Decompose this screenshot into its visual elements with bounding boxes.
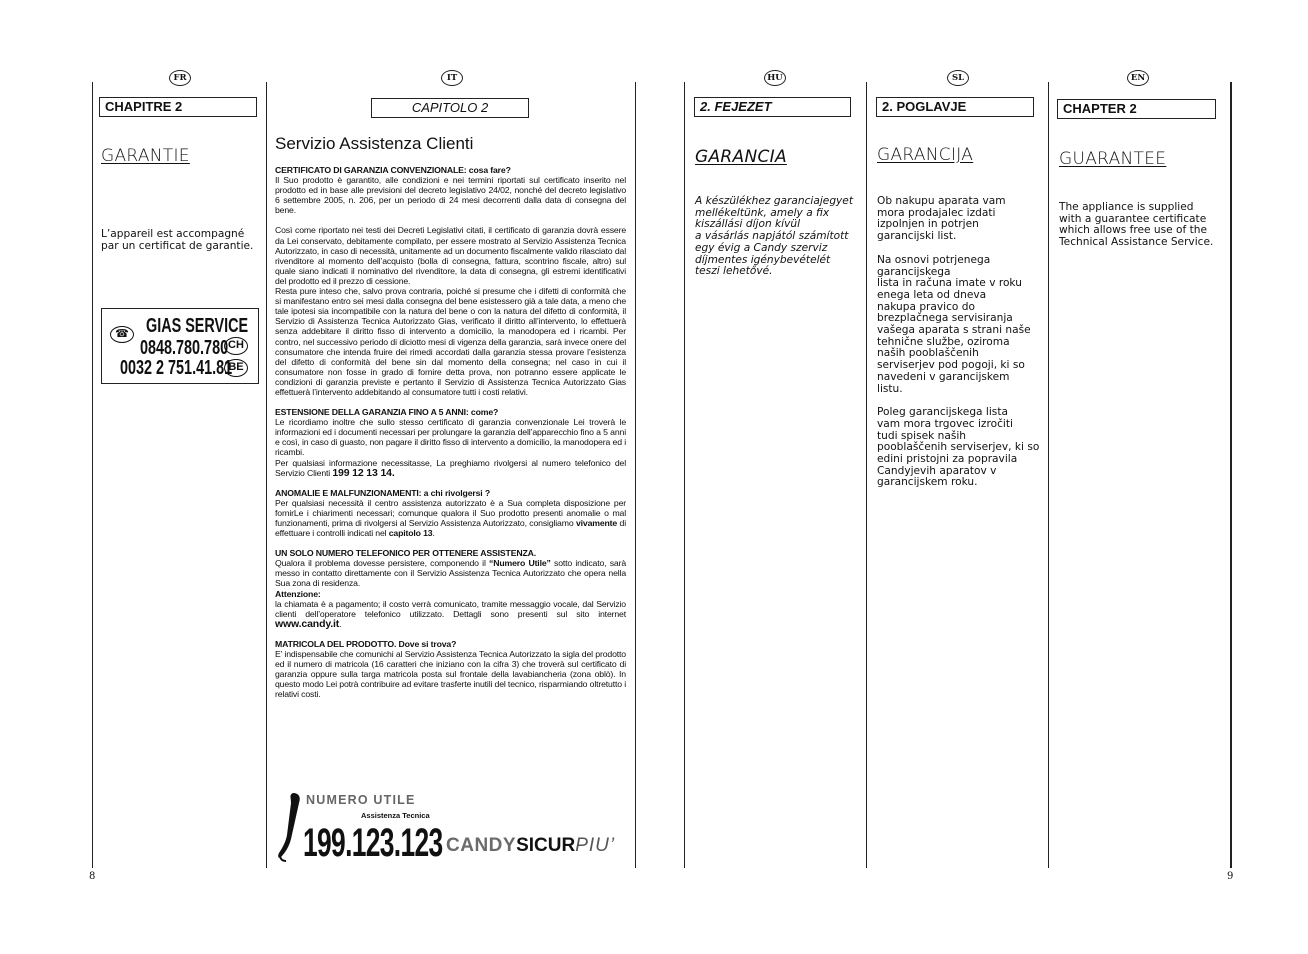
paragraph: Resta pure inteso che, salvo prova contraria, poiché si presume che i difetti di conformità che si manifestano entro sei mesi dalla consegna del bene esistessero già a tale data, a meno che tale ipotesi sia incompatibile con la natura del bene o con la natura del difetto di conformità, il Servizio di Assistenza Tecnica Autorizzato Gias, verificato il diritto all’intervento, lo effettuerà senza addebitare il diritto fisso di intervento a domicilio, la manodopera ed i ricambi. Per contro, nel successivo periodo di diciotto mesi di vigenza della garanzia, sarà invece onere del consumatore che intenda fruire dei rimedi accordati dalla garanzia stessa provare l’esistenza del difetto di conformità del bene sin dal momento della consegna; nel caso in cui il consumatore non fosse in grado di fornire detta prova, non potranno essere applicate le condizioni di garanzia previste e pertanto il Servizio di Assistenza Tecnica Autorizzato Gias effettuerà l’intervento addebitando al consumatore tutti i costi relativi. [275, 286, 626, 397]
section-title-it: Servizio Assistenza Clienti [275, 134, 474, 153]
paragraph: la chiamata è a pagamento; il costo verrà comunicato, tramite messaggio vocale, dal Servizio clienti dell’operatore telefonico utilizzato. Dettagli sono presenti sul sito internet www.candy.it. [275, 598, 626, 630]
numero-utile-number: 199.123.123 [303, 821, 443, 865]
subheading: ANOMALIE E MALFUNZIONAMENTI: a chi rivolgersi ? [275, 487, 490, 498]
lang-badge-hu: HU [764, 70, 786, 86]
body-text-hu: A készülékhez garanciajegyet mellékeltünk, amely a fix kiszállási díjon kívül a vásárlás napjától számított egy évig a Candy szerviz díjmentes igénybevételét teszi lehetővé. [695, 195, 853, 278]
paragraph: Attenzione: [275, 588, 321, 599]
numero-utile-logo [277, 791, 443, 865]
chapter-title-hu: 2. FEJEZET [694, 97, 851, 117]
section-heading-en: GUARANTEE [1059, 149, 1167, 169]
body-text-it [275, 165, 626, 700]
section-heading-sl: GARANCIJA [877, 145, 974, 165]
subheading: CERTIFICATO DI GARANZIA CONVENZIONALE: cosa fare? [275, 165, 511, 175]
column-rule [1048, 82, 1049, 868]
column-rule [266, 82, 267, 868]
paragraph: Per qualsiasi informazione necessitasse, La preghiamo rivolgersi al numero telefonico del Servizio Clienti 199 12 13 14. [275, 457, 626, 479]
paragraph: E’ indispensabile che comunichi al Servizio Assistenza Tecnica Autorizzato la sigla del prodotto ed il numero di matricola (16 caratteri che iniziano con la cifra 3) che troverà sul certificato di garanzia oppure sulla targa matricola posta sul frontale della lavabiancheria (zona oblò). In questo modo Lei potrà contribuire ad evitare trasferte inutili del tecnico, risparmiando oltretutto i relativi costi. [275, 649, 626, 700]
page-number-left: 8 [89, 871, 96, 882]
subheading: UN SOLO NUMERO TELEFONICO PER OTTENERE ASSISTENZA. [275, 548, 537, 559]
chapter-title-fr: CHAPITRE 2 [99, 97, 257, 117]
country-badge-be: BE [224, 359, 248, 377]
candysicur-logo: CANDYSICURPIU’ [446, 835, 616, 856]
lang-badge-fr: FR [169, 70, 191, 86]
chapter-title-en: CHAPTER 2 [1057, 99, 1216, 119]
section-heading-hu: GARANCIA [695, 147, 787, 167]
column-rule [92, 82, 93, 868]
gias-service-box [101, 308, 259, 384]
chapter-title-it: CAPITOLO 2 [371, 98, 529, 118]
website-link[interactable]: www.candy.it [275, 617, 340, 630]
body-text-en: The appliance is supplied with a guarantee certificate which allows free use of the Technical Assistance Service. [1059, 201, 1214, 249]
gias-phone-ch: 0848.780.780 [140, 337, 229, 359]
page-number-right: 9 [1227, 871, 1234, 882]
paragraph: Il Suo prodotto è garantito, alle condizioni e nei termini riportati sul certificato inserito nel prodotto ed in base alle previsioni del decreto legislativo 24/02, nonché del decreto legislativo 6 settembre 2005, n. 206, per un periodo di 24 mesi decorrenti dalla data di consegna del bene. [275, 175, 626, 216]
gias-phone-be: 0032 2 751.41.81 [120, 357, 233, 379]
section-heading-fr: GARANTIE [101, 146, 190, 166]
lang-badge-sl: SL [947, 70, 969, 86]
body-text-sl: Ob nakupu aparata vam mora prodajalec izdati izpolnjen in potrjen garancijski list. Na osnovi potrjenega garancijskega lista in računa imate v roku enega leta od dneva nakupa pravico do brezplačnega servisiranja vašega aparata s strani naše tehnične službe, oziroma naših pooblaščenih serviserjev pod pogoji, ki so navedeni v garancijskem listu. Poleg garancijskega lista vam mora trgovec izročiti tudi spisek naših pooblaščenih serviserjev, ki so edini pristojni za popravila Candyjevih aparatov v garancijskem roku. [877, 195, 1040, 489]
paragraph: Così come riportato nei testi dei Decreti Legislativi citati, il certificato di garanzia dovrà essere da Lei conservato, debitamente compilato, per essere mostrato al Servizio Assistenza Tecnica Autorizzato, in caso di necessità, unitamente ad un documento fiscalmente valido rilasciato dal rivenditore al momento dell’acquisto (bolla di consegna, fattura, scontrino fiscale, altro) sul quale siano indicati il nominativo del rivenditore, la data di consegna, gli estremi identificativi del prodotto ed il prezzo di cessione. [275, 225, 626, 286]
telephone-icon: ☎ [110, 326, 134, 343]
chapter-title-sl: 2. POGLAVJE [876, 97, 1034, 117]
paragraph: Per qualsiasi necessità il centro assistenza autorizzato è a Sua completa disposizione per fornirLe i chiarimenti necessari; comunque qualora il Suo prodotto presenti anomalie o mal funzionamenti, prima di rivolgersi al Servizio Assistenza Autorizzato, consigliamo vivamente di effettuare i controlli indicati nel capitolo 13. [275, 497, 627, 539]
column-rule [635, 82, 636, 868]
paragraph: Le ricordiamo inoltre che sullo stesso certificato di garanzia convenzionale Lei troverà le informazioni ed i documenti necessari per prolungare la garanzia dell’apparecchio fino a 5 anni e così, in caso di guasto, non pagare il diritto fisso di intervento a domicilio, la manodopera ed i ricambi. [275, 417, 626, 458]
gias-service-name: GIAS SERVICE [146, 315, 249, 337]
assistenza-tecnica-label: Assistenza Tecnica [361, 811, 430, 820]
numero-utile-label: NUMERO UTILE [306, 793, 416, 807]
subheading: ESTENSIONE DELLA GARANZIA FINO A 5 ANNI: come? [275, 407, 499, 418]
paragraph: Qualora il problema dovesse persistere, componendo il “Numero Utile” sotto indicato, sarà messo in contatto direttamente con il Servizio Assistenza Tecnica Autorizzato che opera nella Sua zona di residenza. [275, 558, 627, 589]
column-rule [684, 82, 685, 868]
lang-badge-en: EN [1127, 70, 1149, 86]
lang-badge-it: IT [441, 70, 463, 86]
column-rule [1230, 82, 1232, 868]
country-badge-ch: CH [224, 337, 248, 355]
body-text-fr: L’appareil est accompagné par un certificat de garantie. [101, 228, 254, 252]
column-rule [866, 82, 867, 868]
subheading: MATRICOLA DEL PRODOTTO. Dove si trova? [275, 638, 457, 649]
phone-number: 199 12 13 14. [332, 466, 395, 479]
